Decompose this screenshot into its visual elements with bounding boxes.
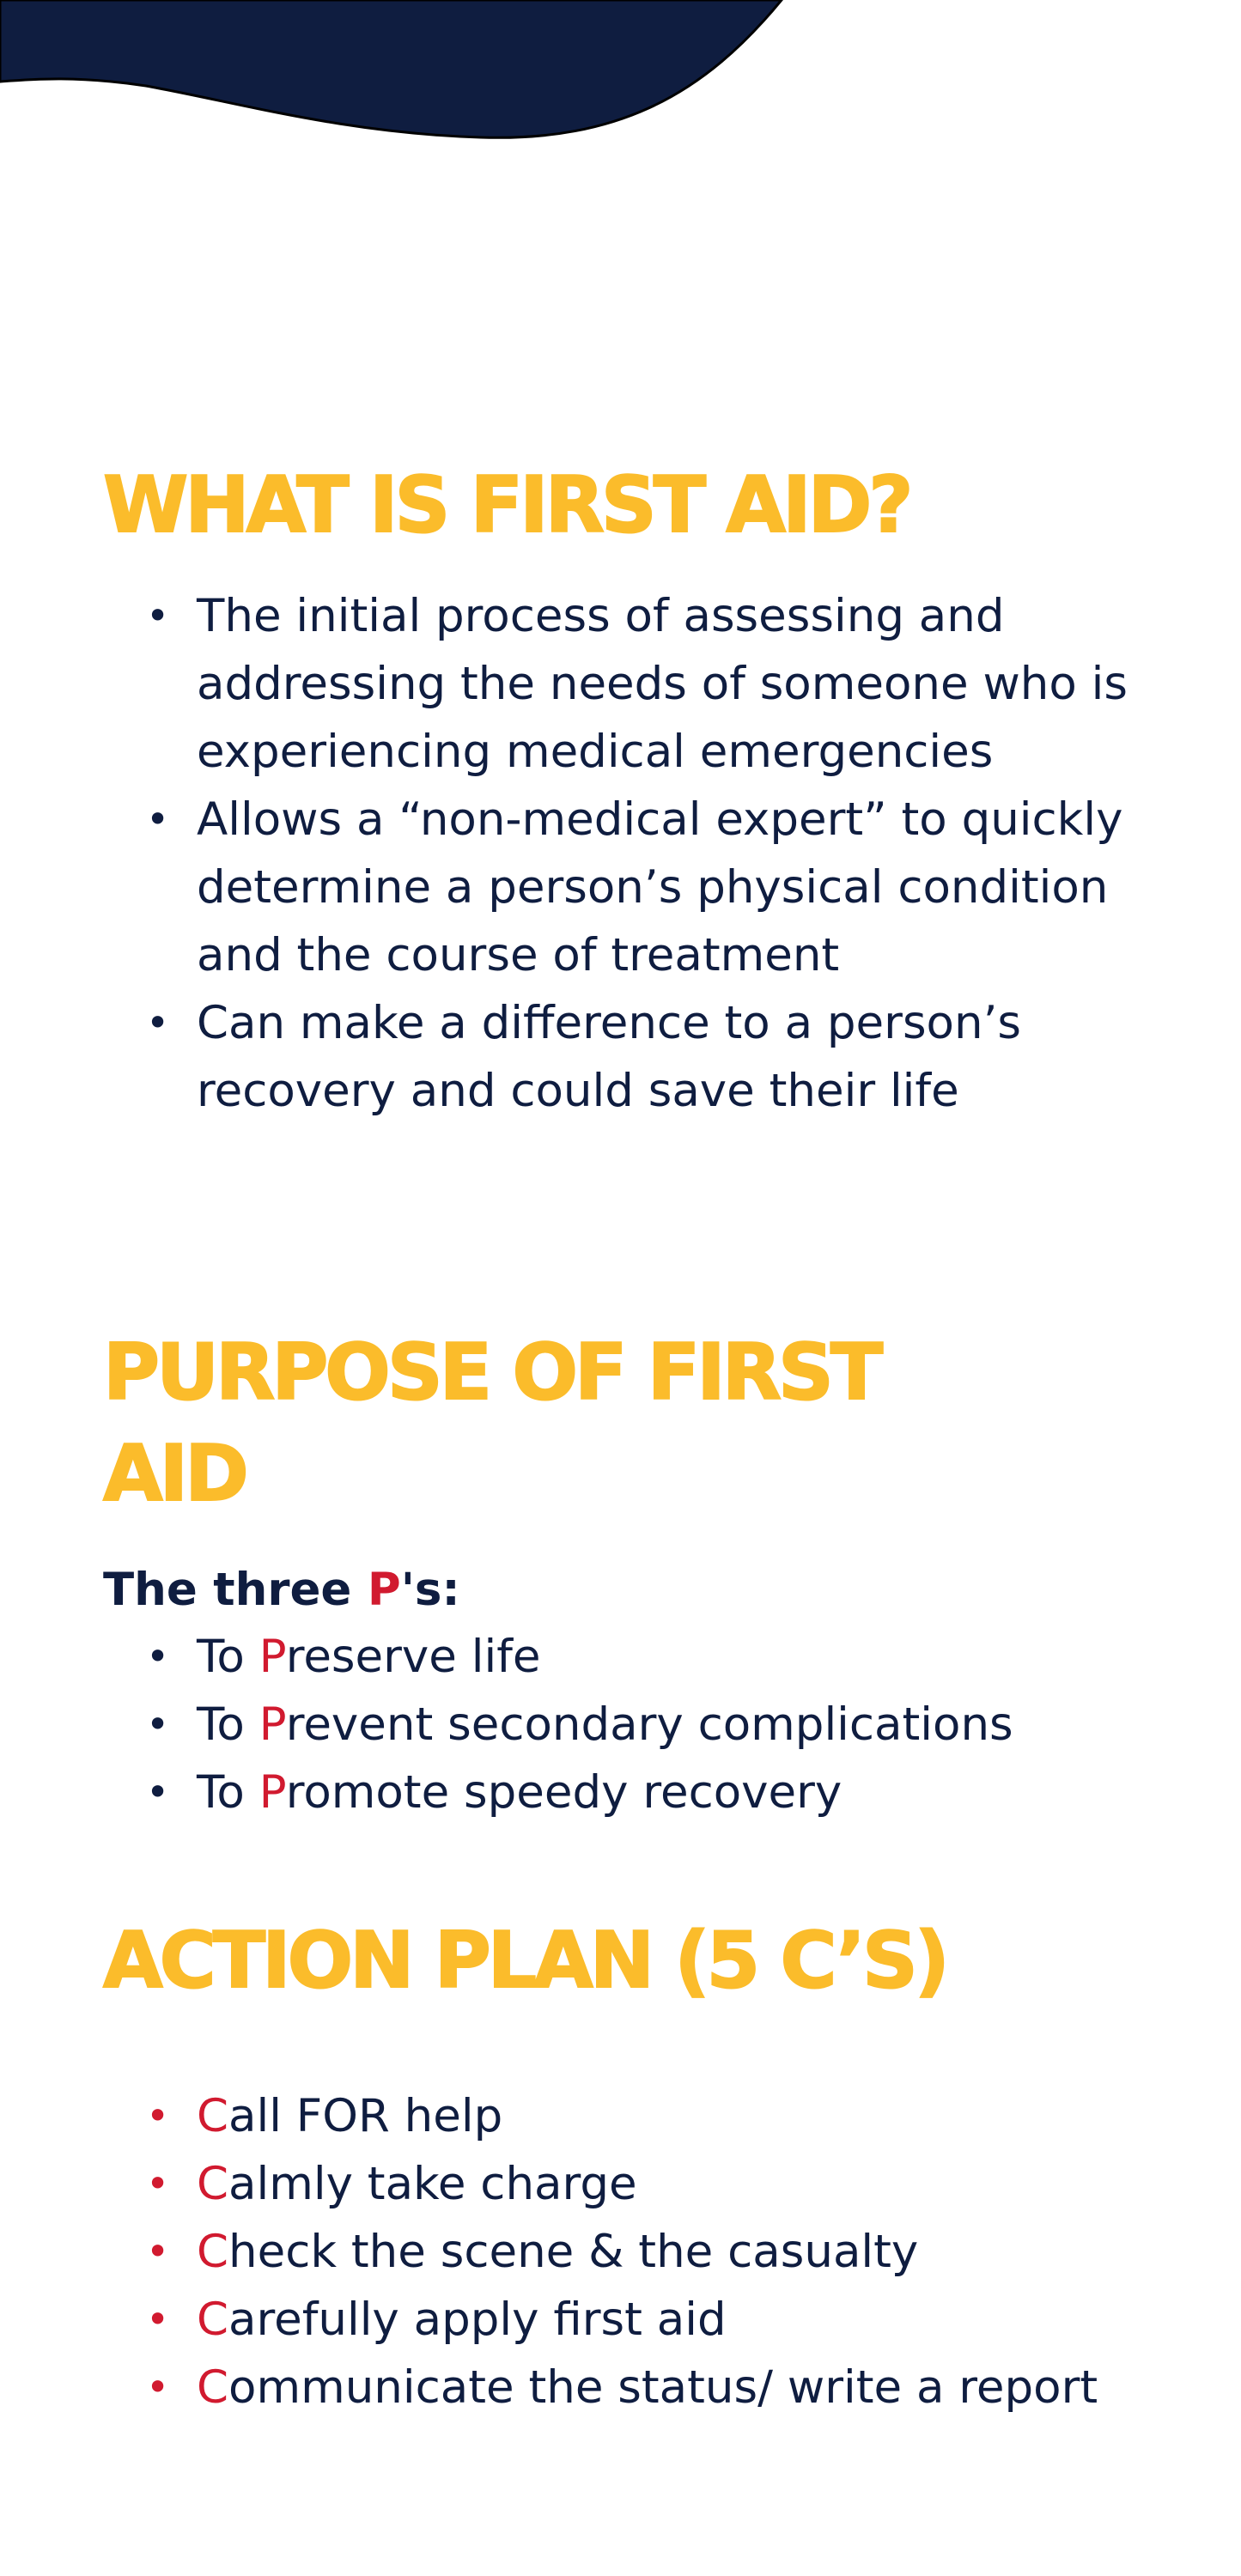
- list-item: [146, 1691, 1134, 1759]
- bullet-icon: •: [146, 2296, 170, 2342]
- list-item-letter: P: [259, 1631, 286, 1683]
- list-item-letter: C: [197, 2090, 229, 2142]
- bullet-icon: •: [146, 2228, 170, 2275]
- list-item: [146, 786, 1134, 989]
- bullet-icon: •: [146, 2160, 170, 2207]
- list-item: [146, 1623, 1134, 1691]
- list-item-letter: P: [259, 1766, 286, 1819]
- list-item: [146, 2150, 1134, 2218]
- purpose-of-first-aid-heading: PURPOSE OF FIRST AID: [103, 1327, 880, 1519]
- subheading-suffix: 's:: [400, 1564, 460, 1616]
- list-item-text: heck the scene & the casualty: [228, 2226, 919, 2278]
- list-item-letter: P: [259, 1698, 286, 1751]
- list-item-text: ommunicate the status/ write a report: [228, 2361, 1098, 2414]
- bullet-icon: •: [146, 592, 170, 639]
- list-item-text: reserve life: [285, 1631, 541, 1683]
- list-item: [146, 2286, 1134, 2354]
- what-is-first-aid-heading: WHAT IS FIRST AID?: [103, 460, 910, 550]
- list-item: [146, 2082, 1134, 2150]
- list-item: [146, 2354, 1134, 2421]
- list-item-letter: C: [197, 2158, 229, 2210]
- list-item-text: The initial process of assessing and addressing the needs of someone who is experiencing medical emergencies: [197, 590, 1128, 778]
- action-plan-heading: ACTION PLAN (5 C’S): [103, 1916, 946, 2006]
- list-item-letter: C: [197, 2293, 229, 2346]
- list-item-text: Allows a “non-medical expert” to quickly determine a person’s physical condition and the course of treatment: [197, 793, 1123, 981]
- list-item: [146, 1759, 1134, 1826]
- list-item-prefix: To: [197, 1631, 259, 1683]
- subheading-text: The three: [103, 1564, 368, 1616]
- list-item: [146, 582, 1134, 786]
- subheading-letter: P: [367, 1564, 401, 1616]
- list-item-text: all FOR help: [228, 2090, 503, 2142]
- list-item: [146, 989, 1134, 1125]
- bullet-icon: •: [146, 796, 170, 842]
- bullet-icon: •: [146, 1769, 170, 1815]
- bullet-icon: •: [146, 2093, 170, 2139]
- list-item-letter: C: [197, 2226, 229, 2278]
- action-plan-list: [146, 2082, 1134, 2421]
- list-item-text: almly take charge: [228, 2158, 637, 2210]
- three-ps-subheading: [103, 1556, 460, 1624]
- list-item-text: romote speedy recovery: [285, 1766, 843, 1819]
- list-item-prefix: To: [197, 1698, 259, 1751]
- list-item: [146, 2218, 1134, 2286]
- bullet-icon: •: [146, 999, 170, 1046]
- list-item-text: revent secondary complications: [285, 1698, 1013, 1751]
- list-item-text: Can make a difference to a person’s recovery and could save their life: [197, 997, 1022, 1117]
- bullet-icon: •: [146, 1633, 170, 1680]
- list-item-prefix: To: [197, 1766, 259, 1819]
- header-wave-decoration: [0, 0, 1241, 155]
- bullet-icon: •: [146, 1701, 170, 1747]
- bullet-icon: •: [146, 2364, 170, 2410]
- what-is-first-aid-list: [146, 582, 1134, 1125]
- list-item-letter: C: [197, 2361, 229, 2414]
- purpose-list: [146, 1623, 1134, 1826]
- list-item-text: arefully apply first aid: [228, 2293, 727, 2346]
